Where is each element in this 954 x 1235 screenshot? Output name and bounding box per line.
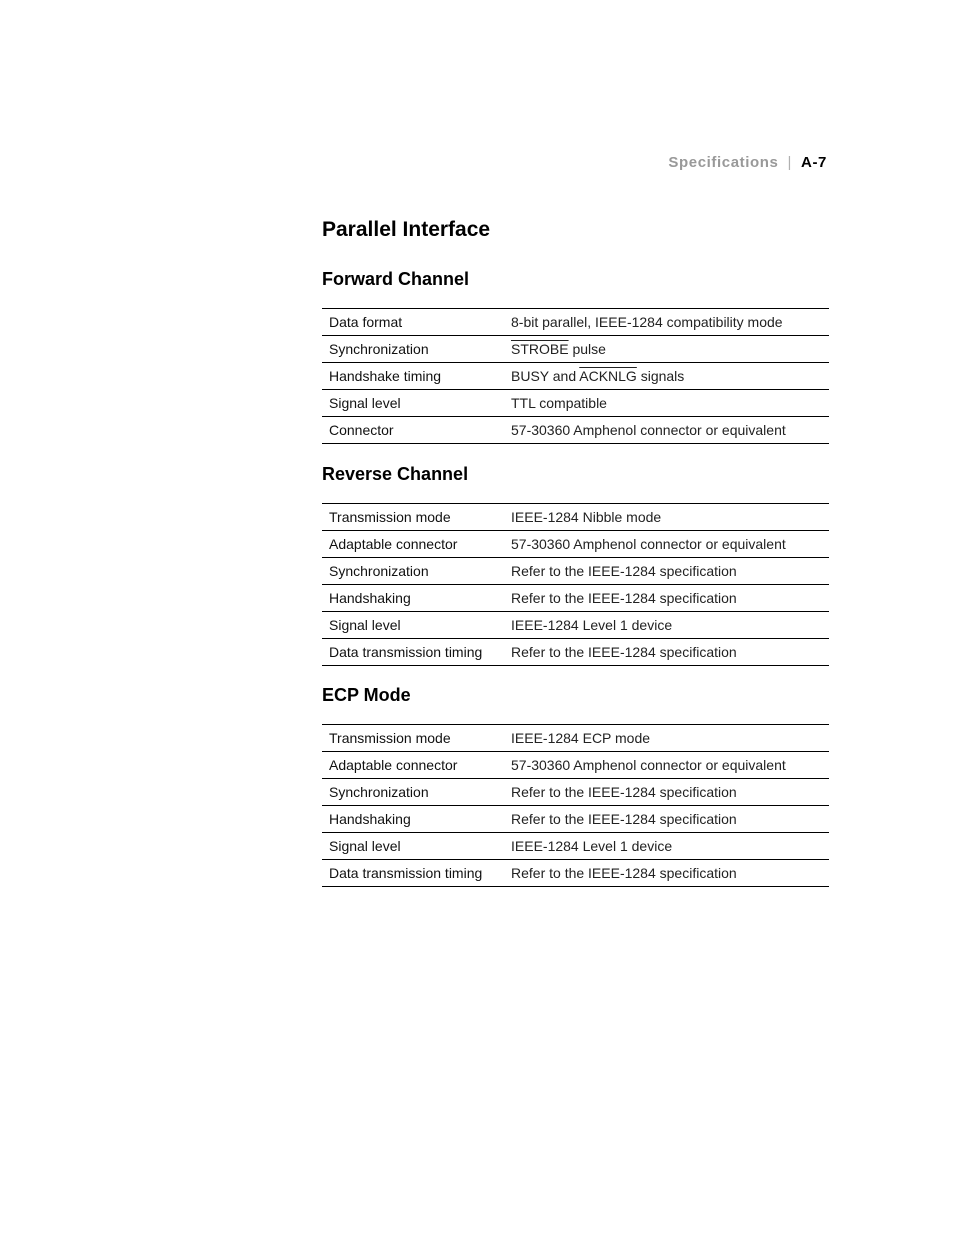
table-row [322,531,829,558]
row-label: Synchronization [322,558,504,585]
row-value-suffix: signals [636,368,685,384]
table-row [322,860,829,887]
table-row [322,504,829,531]
ecp-mode-heading: ECP Mode [322,685,411,705]
row-label: Handshaking [322,585,504,612]
row-label: Handshake timing [322,363,504,390]
header-separator: | [787,154,793,171]
row-value: IEEE-1284 ECP mode [504,725,829,752]
row-value: IEEE-1284 Nibble mode [504,504,829,531]
table-row [322,833,829,860]
row-value-suffix: pulse [568,341,606,357]
row-value: IEEE-1284 Level 1 device [504,833,829,860]
table-row [322,752,829,779]
header-section-name: Specifications [668,154,779,171]
page-title: Parallel Interface [322,218,491,241]
ecp-mode-table [322,724,829,887]
row-value: Refer to the IEEE-1284 specification [504,779,829,806]
row-value: IEEE-1284 Level 1 device [504,612,829,639]
row-value: Refer to the IEEE-1284 specification [504,585,829,612]
running-header [668,154,827,171]
row-value: Refer to the IEEE-1284 specification [504,860,829,887]
row-value: TTL compatible [504,390,829,417]
row-value [504,336,829,363]
row-label: Data transmission timing [322,639,504,666]
table-row [322,806,829,833]
table-row [322,417,829,444]
row-value-prefix: BUSY and [511,368,580,384]
row-label: Adaptable connector [322,752,504,779]
row-label: Signal level [322,612,504,639]
row-value: 8-bit parallel, IEEE-1284 compatibility mode [504,309,829,336]
row-value: Refer to the IEEE-1284 specification [504,639,829,666]
table-row [322,639,829,666]
table-row [322,585,829,612]
row-value: Refer to the IEEE-1284 specification [504,558,829,585]
table-row [322,725,829,752]
acknlg-signal-name: ACKNLG [579,368,637,384]
row-label: Connector [322,417,504,444]
table-row [322,363,829,390]
forward-channel-heading: Forward Channel [322,269,470,289]
table-row [322,558,829,585]
row-label: Data format [322,309,504,336]
row-label: Transmission mode [322,725,504,752]
strobe-signal-name: STROBE [511,341,569,357]
table-row [322,390,829,417]
row-label: Synchronization [322,336,504,363]
row-label: Signal level [322,833,504,860]
row-label: Transmission mode [322,504,504,531]
row-label: Adaptable connector [322,531,504,558]
reverse-channel-table [322,503,829,666]
row-value: 57-30360 Amphenol connector or equivalent [504,417,829,444]
forward-channel-table [322,308,829,444]
row-label: Data transmission timing [322,860,504,887]
row-value: Refer to the IEEE-1284 specification [504,806,829,833]
row-label: Handshaking [322,806,504,833]
row-label: Signal level [322,390,504,417]
page-number: A-7 [801,154,827,171]
row-value: 57-30360 Amphenol connector or equivalent [504,752,829,779]
row-value [504,363,829,390]
table-row [322,336,829,363]
table-row [322,779,829,806]
table-row [322,612,829,639]
table-row [322,309,829,336]
reverse-channel-heading: Reverse Channel [322,464,469,484]
row-value: 57-30360 Amphenol connector or equivalent [504,531,829,558]
row-label: Synchronization [322,779,504,806]
